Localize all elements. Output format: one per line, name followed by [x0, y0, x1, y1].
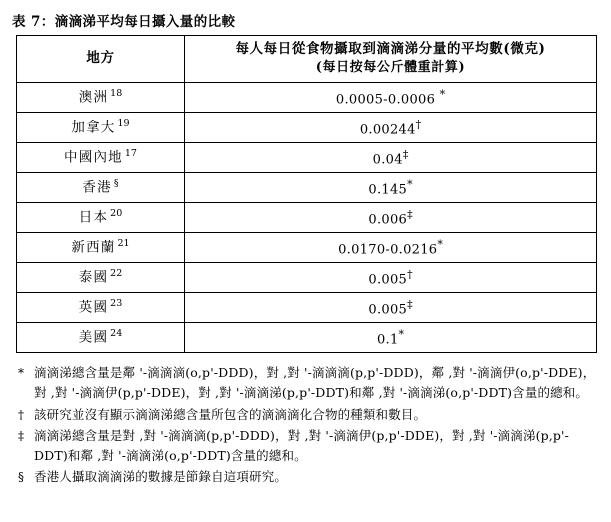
region-reference: 22	[110, 268, 123, 280]
table-row	[17, 83, 597, 113]
value-footnote-mark: *	[439, 87, 446, 101]
row-value	[185, 323, 597, 353]
row-value	[185, 143, 597, 173]
value-number: 0.04	[372, 152, 403, 168]
value-number: 0.005	[368, 302, 408, 318]
value-number: 0.145	[368, 182, 408, 198]
table-header-row	[17, 36, 597, 83]
footnote-text: 香港人攝取滴滴涕的數據是節錄自這項研究。	[34, 469, 288, 485]
table-row	[17, 293, 597, 323]
table-row	[17, 323, 597, 353]
footnote-mark: †	[18, 407, 24, 422]
row-value	[185, 113, 597, 143]
region-reference: 20	[110, 208, 123, 220]
region-label: 新西蘭	[71, 239, 116, 256]
row-value	[185, 173, 597, 203]
footnotes	[18, 363, 596, 488]
row-region	[17, 173, 185, 203]
row-value	[185, 83, 597, 113]
value-footnote-mark: †	[415, 117, 422, 131]
region-label: 香港	[82, 179, 112, 196]
header-value-line1: 每人每日從食物攝取到滴滴涕分量的平均數(微克)	[235, 40, 546, 57]
table-row	[17, 143, 597, 173]
region-label: 澳洲	[78, 89, 109, 106]
value-number: 0.00244	[359, 122, 416, 138]
header-value-line2: (每日按每公斤體重計算)	[315, 60, 466, 76]
table-row	[17, 113, 597, 143]
region-reference: 17	[124, 148, 137, 160]
region-label: 美國	[78, 329, 109, 346]
footnote-item	[18, 467, 596, 487]
value-number: 0.0170-0.0216	[338, 242, 438, 258]
region-label: 日本	[78, 209, 109, 226]
table-row	[17, 203, 597, 233]
row-region	[17, 263, 185, 293]
region-reference: 23	[110, 298, 123, 310]
row-value	[185, 203, 597, 233]
footnote-mark: *	[18, 366, 24, 380]
row-region	[17, 323, 185, 353]
value-footnote-mark: ‡	[407, 297, 413, 311]
row-region	[17, 233, 185, 263]
row-value	[185, 233, 597, 263]
footnote-mark: §	[18, 470, 24, 485]
header-region: 地方	[17, 36, 185, 83]
footnote-text: 滴滴涕總含量是鄰 '-滴滴滴(o,p'-DDD)，對 ,對 '-滴滴滴(p,p'-DDD)，鄰 ,對 '-滴滴伊(o,p'-DDE)，對 ,對 '-滴滴伊(p,p'-DDE)，對 ,對 '-滴滴涕(p,p'-DDT)和鄰 ,對 '-滴滴涕(o,p'-DDT)含量的總和。	[34, 365, 596, 401]
value-number: 0.1	[376, 332, 399, 348]
table-body	[17, 36, 597, 353]
value-footnote-mark: *	[437, 237, 443, 251]
row-value	[185, 293, 597, 323]
region-label: 加拿大	[71, 119, 116, 136]
row-region	[17, 143, 185, 173]
region-reference: 24	[110, 328, 123, 340]
table-row	[17, 233, 597, 263]
ddt-intake-table	[16, 35, 597, 353]
value-footnote-mark: *	[398, 327, 405, 341]
region-reference: §	[113, 178, 119, 190]
footnote-text: 該研究並沒有顯示滴滴涕總含量所包含的滴滴滴化合物的種類和數目。	[34, 406, 427, 422]
value-number: 0.005	[368, 272, 408, 288]
header-value	[185, 36, 597, 83]
row-region	[17, 83, 185, 113]
region-label: 泰國	[78, 269, 109, 286]
footnote-item	[18, 405, 596, 425]
table-caption: 表 7：滴滴涕平均每日攝入量的比較	[12, 14, 236, 30]
value-footnote-mark: †	[407, 267, 413, 281]
table-row	[17, 173, 597, 203]
row-value	[185, 263, 597, 293]
row-region	[17, 293, 185, 323]
value-footnote-mark: ‡	[407, 207, 413, 221]
table-row	[17, 263, 597, 293]
value-footnote-mark: ‡	[402, 147, 409, 161]
region-label: 中國內地	[64, 149, 123, 166]
region-reference: 21	[117, 238, 130, 250]
footnote-item	[18, 426, 596, 467]
footnote-mark: ‡	[18, 428, 24, 443]
value-number: 0.0005-0.0006	[335, 92, 436, 108]
row-region	[17, 203, 185, 233]
region-reference: 19	[117, 118, 130, 130]
region-label: 英國	[78, 299, 109, 316]
region-reference: 18	[110, 88, 123, 100]
value-footnote-mark: *	[407, 177, 413, 191]
value-number: 0.006	[368, 212, 408, 228]
row-region	[17, 113, 185, 143]
footnote-text: 滴滴涕總含量是對 ,對 '-滴滴滴(p,p'-DDD)，對 ,對 '-滴滴伊(p,p'-DDE)，對 ,對 '-滴滴涕(p,p'-DDT)和鄰 ,對 '-滴滴涕(o,p'-DDT)含量的總和。	[34, 427, 570, 464]
footnote-item	[18, 363, 596, 404]
